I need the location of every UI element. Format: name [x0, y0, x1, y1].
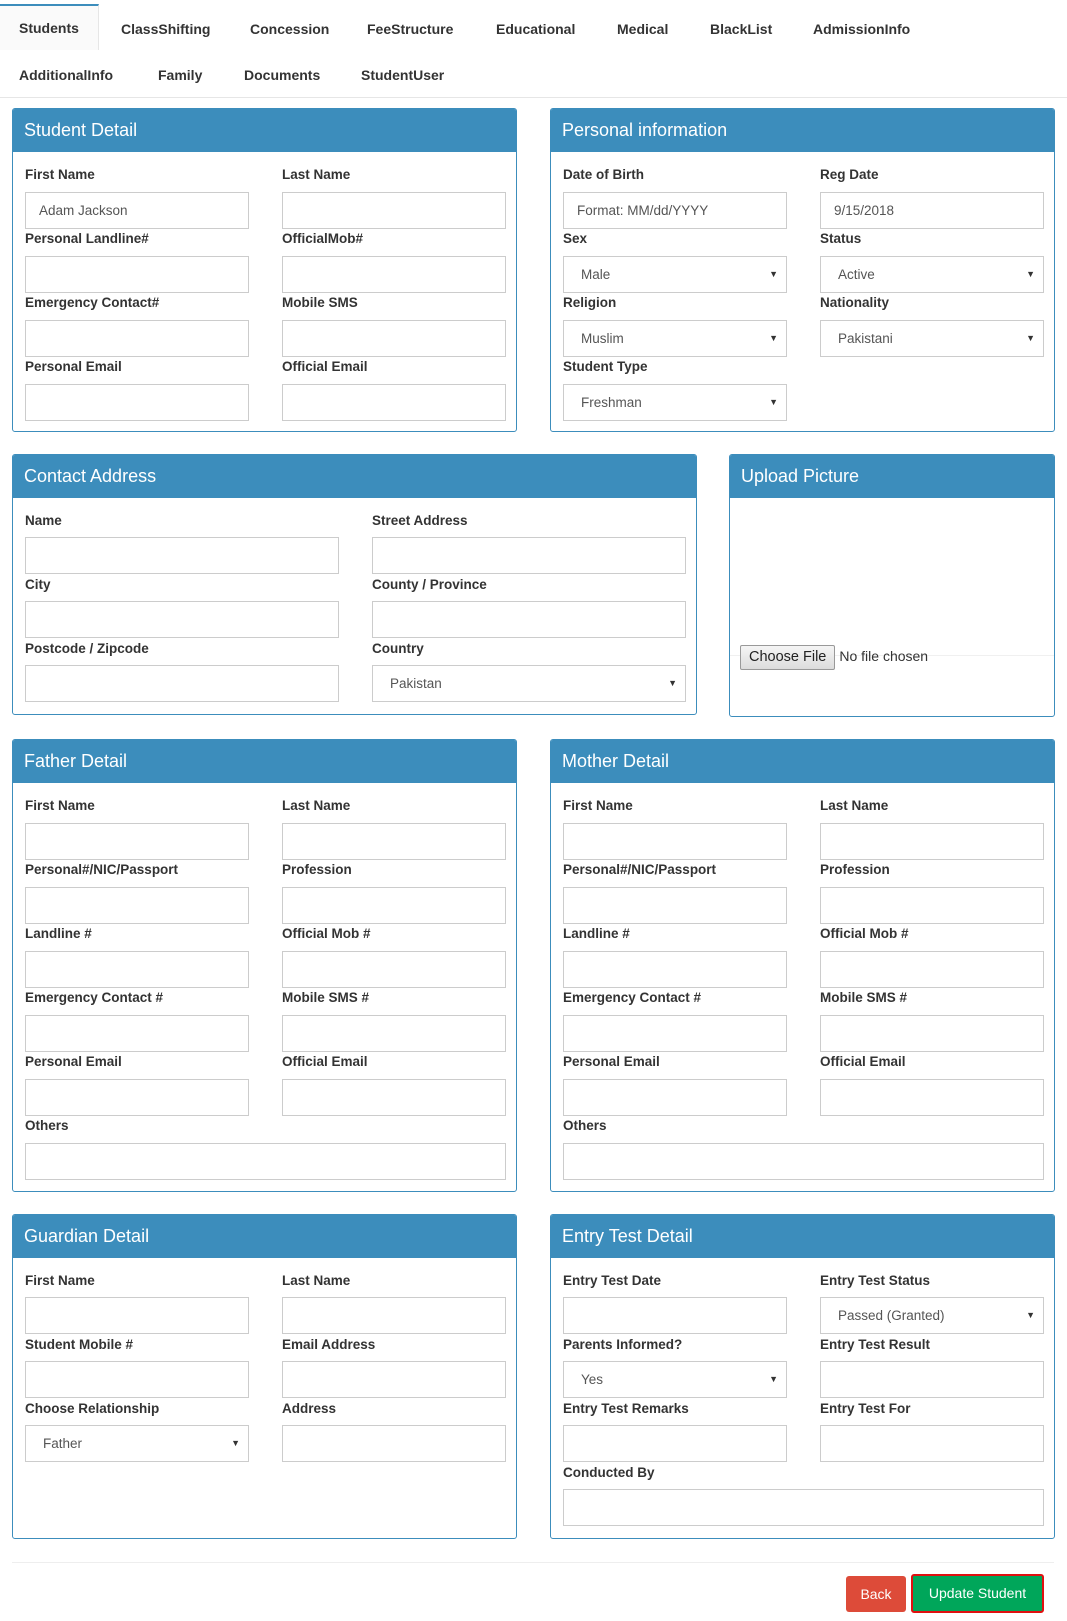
tab-medical[interactable]: Medical	[617, 21, 669, 37]
mother-detail-panel	[550, 739, 1055, 1192]
father-detail-panel	[12, 739, 517, 1192]
father-emergency-label: Emergency Contact #	[25, 990, 164, 1005]
upload-picture-panel	[729, 454, 1055, 717]
tab-feestructure[interactable]: FeeStructure	[367, 21, 454, 37]
father-personal-email-label: Personal Email	[25, 1054, 122, 1069]
caret-down-icon: ▼	[769, 1374, 778, 1384]
status-label: Status	[820, 231, 862, 246]
mother-last-name-input[interactable]	[820, 823, 1044, 860]
father-last-name-input[interactable]	[282, 823, 506, 860]
entry-test-remarks-label: Entry Test Remarks	[563, 1401, 689, 1416]
entry-test-date-input[interactable]	[563, 1297, 787, 1334]
nationality-select-value: Pakistani	[838, 331, 893, 346]
mother-nic-input[interactable]	[563, 887, 787, 924]
emergency-contact-input[interactable]	[25, 320, 249, 357]
father-official-email-input[interactable]	[282, 1079, 506, 1116]
mother-official-mob-label: Official Mob #	[820, 926, 909, 941]
religion-select-value: Muslim	[581, 331, 624, 346]
father-first-name-input[interactable]	[25, 823, 249, 860]
sex-label: Sex	[563, 231, 588, 246]
first-name-input[interactable]: Adam Jackson	[25, 192, 249, 229]
father-personal-email-input[interactable]	[25, 1079, 249, 1116]
upload-picture-title: Upload Picture	[730, 455, 1054, 498]
caret-down-icon: ▼	[231, 1438, 240, 1448]
parents-informed-select[interactable]	[563, 1361, 787, 1398]
guardian-detail-panel	[12, 1214, 517, 1539]
father-official-email-label: Official Email	[282, 1054, 368, 1069]
student-detail-title: Student Detail	[13, 109, 516, 152]
file-input[interactable]	[740, 645, 928, 670]
mobile-sms-input[interactable]	[282, 320, 506, 357]
mother-landline-label: Landline #	[563, 926, 630, 941]
mother-mobile-sms-input[interactable]	[820, 1015, 1044, 1052]
religion-label: Religion	[563, 295, 617, 310]
father-profession-input[interactable]	[282, 887, 506, 924]
guardian-address-label: Address	[282, 1401, 337, 1416]
guardian-first-name-input[interactable]	[25, 1297, 249, 1334]
county-input[interactable]	[372, 601, 686, 638]
first-name-label: First Name	[25, 167, 95, 182]
student-mobile-input[interactable]	[25, 1361, 249, 1398]
reg-date-input[interactable]: 9/15/2018	[820, 192, 1044, 229]
caret-down-icon: ▼	[668, 678, 677, 688]
tab-blacklist[interactable]: BlackList	[710, 21, 773, 37]
tab-educational[interactable]: Educational	[496, 21, 576, 37]
father-mobile-sms-input[interactable]	[282, 1015, 506, 1052]
emergency-contact-label: Emergency Contact#	[25, 295, 160, 310]
conducted-by-label: Conducted By	[563, 1465, 655, 1480]
father-others-input[interactable]	[25, 1143, 506, 1180]
father-profession-label: Profession	[282, 862, 352, 877]
tab-studentuser[interactable]: StudentUser	[361, 67, 445, 83]
tab-bar	[0, 0, 1067, 98]
personal-info-panel	[550, 108, 1055, 432]
tab-admissioninfo[interactable]: AdmissionInfo	[813, 21, 911, 37]
guardian-address-input[interactable]	[282, 1425, 506, 1462]
mother-profession-input[interactable]	[820, 887, 1044, 924]
student-type-select-value: Freshman	[581, 395, 642, 410]
city-label: City	[25, 577, 51, 592]
student-detail-panel	[12, 108, 517, 432]
nationality-select[interactable]	[820, 320, 1044, 357]
mother-detail-title: Mother Detail	[551, 740, 1054, 783]
personal-email-label: Personal Email	[25, 359, 122, 374]
update-student-button[interactable]: Update Student	[911, 1574, 1044, 1613]
contact-address-panel	[12, 454, 697, 715]
landline-input[interactable]	[25, 256, 249, 293]
official-mob-input[interactable]	[282, 256, 506, 293]
last-name-input[interactable]	[282, 192, 506, 229]
father-first-name-label: First Name	[25, 798, 95, 813]
postcode-label: Postcode / Zipcode	[25, 641, 149, 656]
caret-down-icon: ▼	[769, 269, 778, 279]
entry-test-remarks-input[interactable]	[563, 1425, 787, 1462]
mother-first-name-label: First Name	[563, 798, 633, 813]
parents-informed-label: Parents Informed?	[563, 1337, 683, 1352]
student-type-select[interactable]	[563, 384, 787, 421]
entry-test-for-input[interactable]	[820, 1425, 1044, 1462]
father-official-mob-input[interactable]	[282, 951, 506, 988]
mother-emergency-label: Emergency Contact #	[563, 990, 702, 1005]
mother-personal-email-input[interactable]	[563, 1079, 787, 1116]
country-select-value: Pakistan	[390, 676, 442, 691]
parents-informed-value: Yes	[581, 1372, 604, 1387]
guardian-email-label: Email Address	[282, 1337, 376, 1352]
entry-test-result-label: Entry Test Result	[820, 1337, 931, 1352]
address-name-input[interactable]	[25, 537, 339, 574]
caret-down-icon: ▼	[769, 397, 778, 407]
mother-landline-input[interactable]	[563, 951, 787, 988]
entry-test-result-input[interactable]	[820, 1361, 1044, 1398]
dob-label: Date of Birth	[563, 167, 644, 182]
relationship-select-value: Father	[43, 1436, 83, 1451]
tab-family[interactable]: Family	[158, 67, 203, 83]
mother-nic-label: Personal#/NIC/Passport	[563, 862, 717, 877]
tab-additionalinfo[interactable]: AdditionalInfo	[19, 67, 114, 83]
religion-select[interactable]	[563, 320, 787, 357]
mother-official-email-label: Official Email	[820, 1054, 906, 1069]
student-type-label: Student Type	[563, 359, 648, 374]
country-select[interactable]	[372, 665, 686, 702]
guardian-detail-title: Guardian Detail	[13, 1215, 516, 1258]
mother-personal-email-label: Personal Email	[563, 1054, 660, 1069]
guardian-email-input[interactable]	[282, 1361, 506, 1398]
personal-email-input[interactable]	[25, 384, 249, 421]
footer-divider	[12, 1562, 1054, 1563]
personal-info-title: Personal information	[551, 109, 1054, 152]
reg-date-label: Reg Date	[820, 167, 879, 182]
entry-test-panel	[550, 1214, 1055, 1539]
postcode-input[interactable]	[25, 665, 339, 702]
tab-concession[interactable]: Concession	[250, 21, 330, 37]
father-landline-input[interactable]	[25, 951, 249, 988]
official-mob-label: OfficialMob#	[282, 231, 364, 246]
entry-test-status-value: Passed (Granted)	[838, 1308, 945, 1323]
tab-students[interactable]: Students	[0, 4, 99, 50]
father-last-name-label: Last Name	[282, 798, 351, 813]
father-nic-label: Personal#/NIC/Passport	[25, 862, 179, 877]
entry-test-status-label: Entry Test Status	[820, 1273, 931, 1288]
official-email-label: Official Email	[282, 359, 368, 374]
father-emergency-input[interactable]	[25, 1015, 249, 1052]
last-name-label: Last Name	[282, 167, 351, 182]
mother-others-label: Others	[563, 1118, 607, 1133]
caret-down-icon: ▼	[1026, 333, 1035, 343]
father-landline-label: Landline #	[25, 926, 92, 941]
mother-official-email-input[interactable]	[820, 1079, 1044, 1116]
mother-others-input[interactable]	[563, 1143, 1044, 1180]
relationship-select[interactable]	[25, 1425, 249, 1462]
nationality-label: Nationality	[820, 295, 890, 310]
relationship-label: Choose Relationship	[25, 1401, 160, 1416]
choose-file-button[interactable]: Choose File	[740, 645, 835, 670]
mother-emergency-input[interactable]	[563, 1015, 787, 1052]
address-name-label: Name	[25, 513, 62, 528]
mother-mobile-sms-label: Mobile SMS #	[820, 990, 908, 1005]
sex-select[interactable]	[563, 256, 787, 293]
official-email-input[interactable]	[282, 384, 506, 421]
county-label: County / Province	[372, 577, 487, 592]
sex-select-value: Male	[581, 267, 611, 282]
tab-classshifting[interactable]: ClassShifting	[121, 21, 211, 37]
street-address-input[interactable]	[372, 537, 686, 574]
caret-down-icon: ▼	[1026, 1310, 1035, 1320]
caret-down-icon: ▼	[1026, 269, 1035, 279]
entry-test-for-label: Entry Test For	[820, 1401, 911, 1416]
mother-first-name-input[interactable]	[563, 823, 787, 860]
tab-documents[interactable]: Documents	[244, 67, 321, 83]
contact-address-title: Contact Address	[13, 455, 696, 498]
picture-preview	[730, 498, 1054, 656]
guardian-last-name-input[interactable]	[282, 1297, 506, 1334]
caret-down-icon: ▼	[769, 333, 778, 343]
street-address-label: Street Address	[372, 513, 468, 528]
status-select[interactable]	[820, 256, 1044, 293]
dob-input[interactable]: Format: MM/dd/YYYY	[563, 192, 787, 229]
guardian-last-name-label: Last Name	[282, 1273, 351, 1288]
father-others-label: Others	[25, 1118, 69, 1133]
mother-profession-label: Profession	[820, 862, 890, 877]
entry-test-status-select[interactable]	[820, 1297, 1044, 1334]
back-button[interactable]: Back	[846, 1576, 906, 1612]
father-mobile-sms-label: Mobile SMS #	[282, 990, 370, 1005]
landline-label: Personal Landline#	[25, 231, 149, 246]
mobile-sms-label: Mobile SMS	[282, 295, 358, 310]
no-file-text: No file chosen	[839, 648, 929, 664]
conducted-by-input[interactable]	[563, 1489, 1044, 1526]
entry-test-date-label: Entry Test Date	[563, 1273, 662, 1288]
city-input[interactable]	[25, 601, 339, 638]
father-detail-title: Father Detail	[13, 740, 516, 783]
father-nic-input[interactable]	[25, 887, 249, 924]
status-select-value: Active	[838, 267, 875, 282]
entry-test-title: Entry Test Detail	[551, 1215, 1054, 1258]
guardian-first-name-label: First Name	[25, 1273, 95, 1288]
student-mobile-label: Student Mobile #	[25, 1337, 133, 1352]
country-label: Country	[372, 641, 424, 656]
mother-last-name-label: Last Name	[820, 798, 889, 813]
mother-official-mob-input[interactable]	[820, 951, 1044, 988]
father-official-mob-label: Official Mob #	[282, 926, 371, 941]
